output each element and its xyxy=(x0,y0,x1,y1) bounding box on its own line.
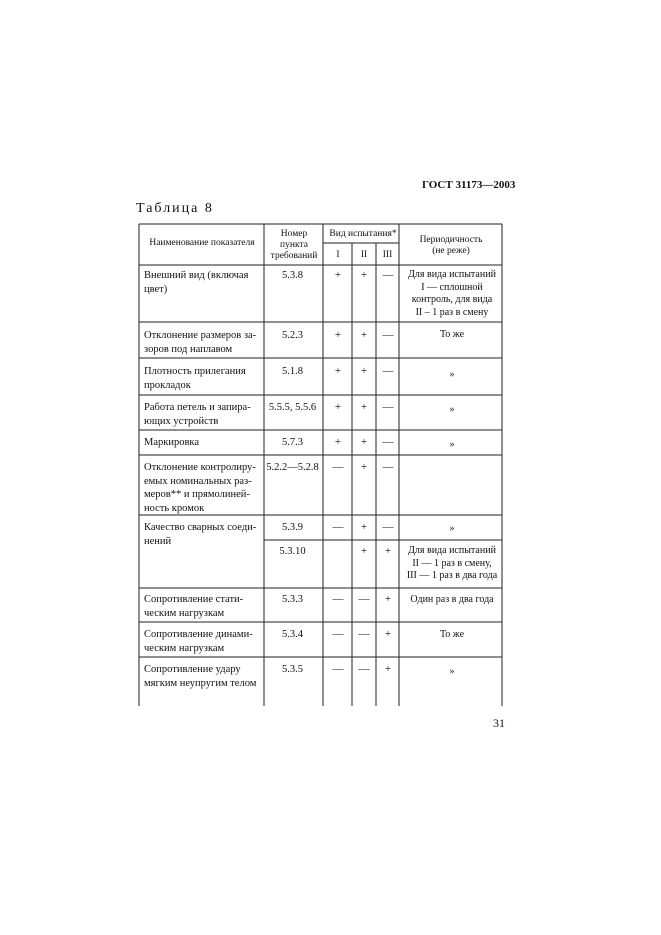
row-clause: 5.5.5, 5.5.6 xyxy=(268,402,317,413)
row-test-2: + xyxy=(360,545,368,557)
row-test-2: + xyxy=(360,436,368,448)
row-periodicity: » xyxy=(449,404,455,415)
row-test-1: + xyxy=(334,436,342,448)
row-test-1: + xyxy=(334,269,342,281)
row-test-2: — xyxy=(358,593,370,605)
row-test-2: + xyxy=(360,329,368,341)
row-name: Отклонение размеров за- зоров под наплавом xyxy=(144,330,257,355)
row-test-3: — xyxy=(382,521,394,533)
row-test-3: + xyxy=(384,593,392,605)
row-test-1: — xyxy=(332,593,344,605)
row-name: Работа петель и запира- ющих устройств xyxy=(144,402,251,427)
row-test-3: — xyxy=(382,365,394,377)
row-test-3: + xyxy=(384,628,392,640)
row-test-2: + xyxy=(360,401,368,413)
row-test-1: — xyxy=(332,628,344,640)
row-name: Внешний вид (включая цвет) xyxy=(144,270,249,295)
row-clause: 5.7.3 xyxy=(282,437,303,448)
header-test-3: III xyxy=(382,250,393,260)
row-test-3: — xyxy=(382,269,394,281)
row-test-1: + xyxy=(334,401,342,413)
row-test-2: + xyxy=(360,269,368,281)
row-test-2: + xyxy=(360,461,368,473)
row-test-1: — xyxy=(332,663,344,675)
row-clause: 5.3.4 xyxy=(282,629,303,640)
row-test-2: — xyxy=(358,663,370,675)
row-periodicity: » xyxy=(449,369,455,380)
row-test-2: + xyxy=(360,365,368,377)
row-clause: 5.2.3 xyxy=(282,330,303,341)
row-name: Плотность прилегания прокладок xyxy=(144,366,246,391)
row-test-3: — xyxy=(382,401,394,413)
row-name: Маркировка xyxy=(144,437,200,448)
row-periodicity: Для вида испытаний II — 1 раз в смену, III — 1 раз в два года xyxy=(406,545,498,581)
header-name: Наименование показателя xyxy=(149,238,255,248)
row-test-1: + xyxy=(334,329,342,341)
row-periodicity: Для вида испытаний I — сплошной контроль, для вида II – 1 раз в смену xyxy=(408,269,496,318)
row-test-1: + xyxy=(334,365,342,377)
row-name: Сопротивление стати- ческим нагрузкам xyxy=(144,594,244,619)
row-test-1: — xyxy=(332,461,344,473)
row-test-2: + xyxy=(360,521,368,533)
standard-number: ГОСТ 31173—2003 xyxy=(422,179,516,191)
row-periodicity: То же xyxy=(439,629,465,640)
row-periodicity: » xyxy=(449,666,455,677)
row-test-3: + xyxy=(384,545,392,557)
header-clause: Номер пункта требований xyxy=(270,229,318,261)
row-clause: 5.3.3 xyxy=(282,594,303,605)
row-clause: 5.1.8 xyxy=(282,366,303,377)
row-clause: 5.2.2—5.2.8 xyxy=(266,462,319,473)
row-clause: 5.3.8 xyxy=(282,270,303,281)
page-number: 31 xyxy=(493,716,505,730)
row-name: Качество сварных соеди- нений xyxy=(144,522,257,547)
header-test-2: II xyxy=(360,250,368,260)
row-test-3: — xyxy=(382,461,394,473)
row-periodicity: » xyxy=(449,523,455,534)
row-periodicity: То же xyxy=(439,329,465,340)
row-name: Сопротивление динами- ческим нагрузкам xyxy=(144,629,253,654)
row-name: Отклонение контролиру- емых номинальных раз- меров** и прямолиней- ность кромок xyxy=(144,462,256,514)
row-test-2: — xyxy=(358,628,370,640)
header-test-type: Вид испытания* xyxy=(329,229,397,239)
header-test-1: I xyxy=(336,250,340,260)
row-test-3: + xyxy=(384,663,392,675)
row-clause: 5.3.5 xyxy=(282,664,303,675)
row-test-1: — xyxy=(332,521,344,533)
row-test-3: — xyxy=(382,329,394,341)
row-name: Сопротивление удару мягким неупругим телом xyxy=(144,664,257,689)
row-clause: 5.3.9 xyxy=(282,522,303,533)
row-periodicity: Один раз в два года xyxy=(410,594,494,605)
row-test-3: — xyxy=(382,436,394,448)
header-periodicity: Периодичность (не реже) xyxy=(419,235,483,256)
row-periodicity: » xyxy=(449,439,455,450)
row-clause: 5.3.10 xyxy=(279,546,306,557)
table-caption: Таблица 8 xyxy=(136,201,214,216)
